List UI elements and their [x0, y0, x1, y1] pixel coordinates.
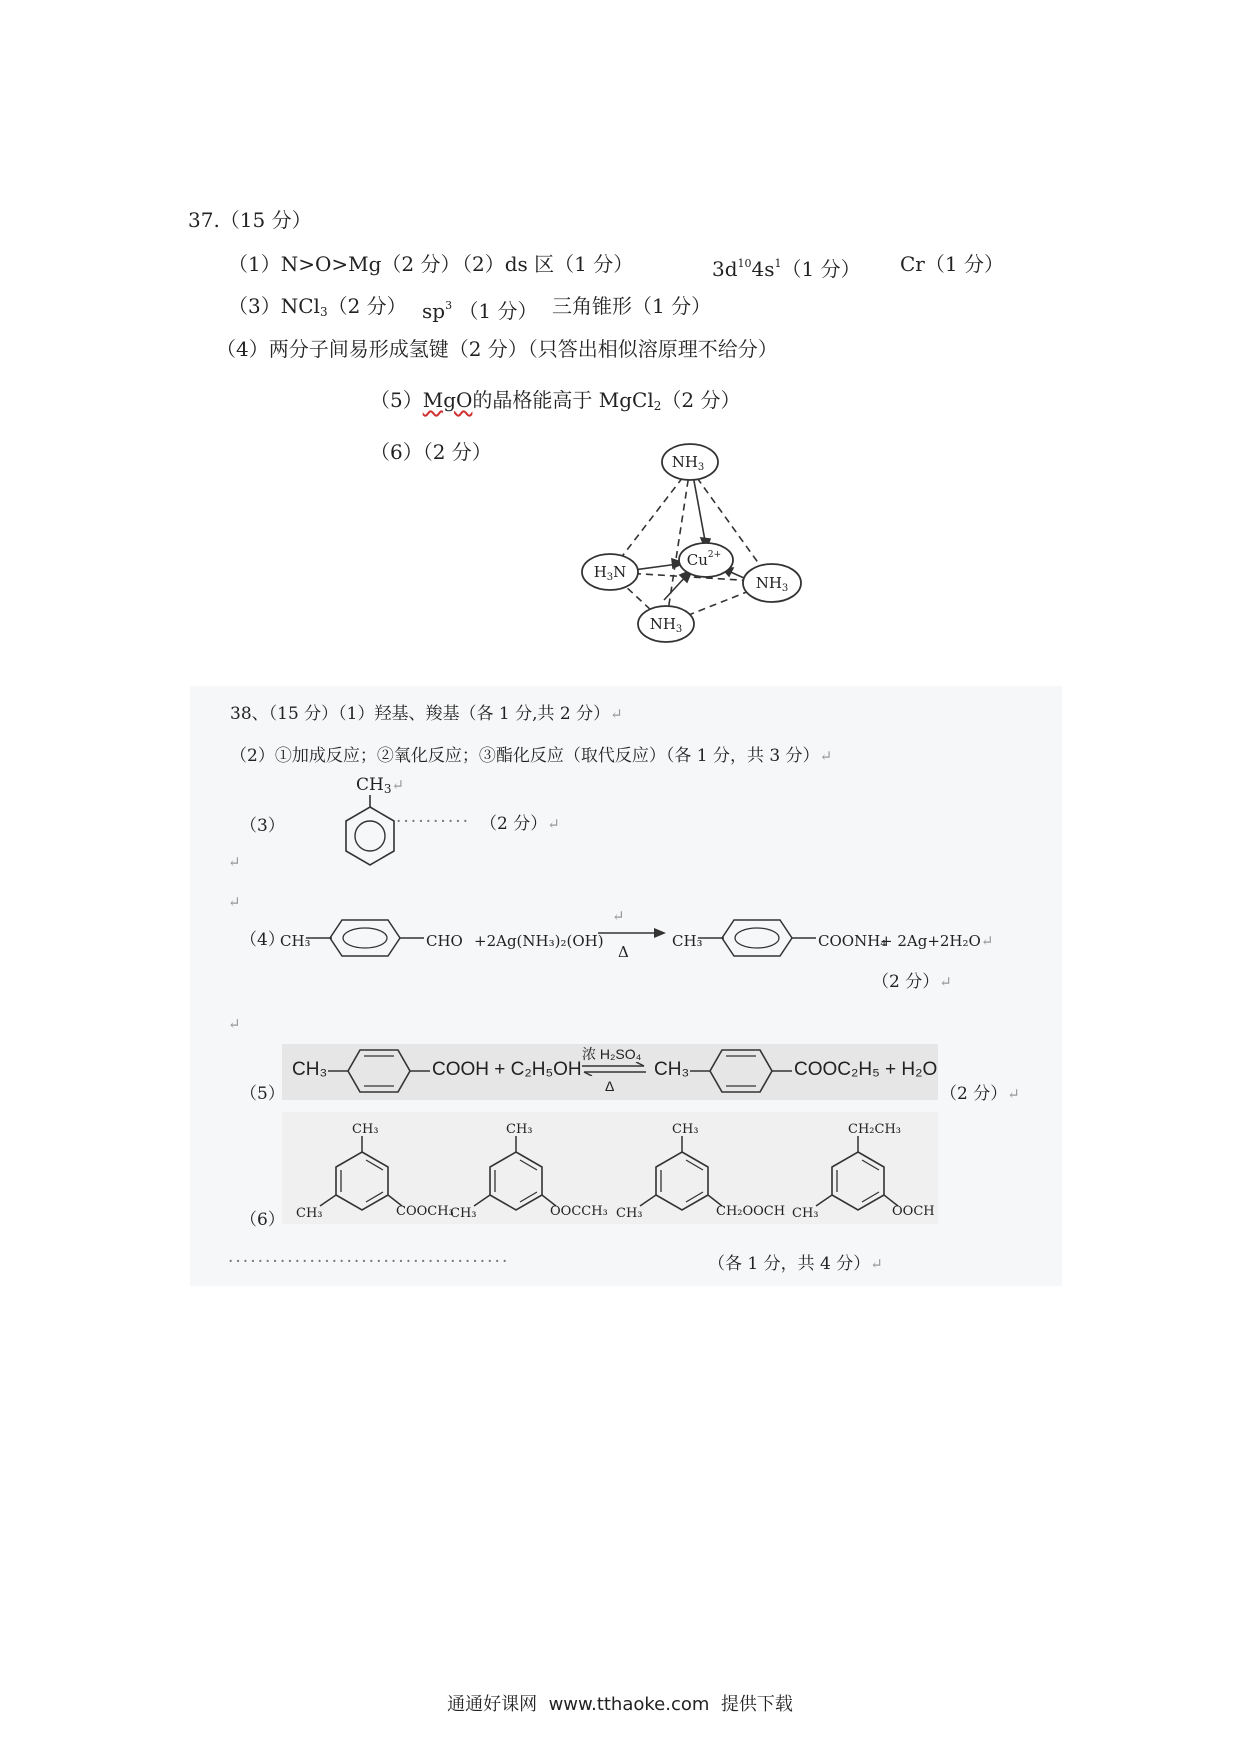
edge-top-bottom: [666, 468, 690, 624]
ligand-right-label: $NH_3$: [755, 574, 789, 594]
q38-line3-dots: ··········: [396, 812, 471, 832]
q37-line1-c: $3d^{10}4s^1(1$ 分）: [712, 257, 861, 281]
q37-line2-a: （3）NCl$_3$（2 分）: [228, 294, 407, 319]
q37-line5: （6）（2 分）: [370, 440, 492, 464]
product-benzene-ring: [696, 918, 818, 958]
ligand-top-label: $NH_3$: [671, 453, 705, 473]
q37-line2-c: 三角锥形（1 分）: [552, 294, 712, 318]
isomer-right-substituent: OOCH: [892, 1204, 935, 1219]
isomer-structure: [296, 1118, 454, 1222]
isomer-right-substituent: CH₂OOCH: [716, 1204, 786, 1219]
q37-title: 37.（15 分）: [188, 208, 312, 232]
q38-line3-score: （2 分）↵: [480, 814, 560, 834]
q37-line3: （4）两分子间易形成氢键（2 分）（只答出相似溶原理不给分）: [216, 337, 778, 361]
toluene-benzene-ring: [340, 795, 400, 875]
tollens-reagent: +2Ag(NH₃)₂(OH): [474, 932, 604, 950]
isomer-structure: [616, 1118, 786, 1222]
footer-site-name: 通通好课网: [447, 1694, 538, 1715]
isomer-structure: [450, 1118, 608, 1222]
q38-line6-score: （各 1 分，共 4 分）↵: [708, 1254, 883, 1274]
ester-product-methyl: CH₃: [654, 1059, 690, 1080]
heat-condition: Δ: [618, 943, 629, 961]
ester-and-water: COOC₂H₅ + H₂O: [794, 1059, 938, 1080]
toluene-methyl-label: $CH_3↵$: [356, 775, 405, 796]
reactant-aldehyde: CHO: [426, 932, 463, 950]
isomer-structure: [792, 1118, 942, 1222]
ester-product-ring: [688, 1046, 794, 1096]
isomer-right-substituent: COOCH₃: [396, 1204, 454, 1219]
ligand-bottom-label: $NH_3$: [649, 615, 683, 635]
product-ammonium-salt: COONH₄: [818, 932, 887, 950]
q37-line4: （5）MgO的晶格能高于 MgCl$_2$（2 分）: [370, 388, 741, 413]
isomer-top-substituent: CH₃: [352, 1122, 379, 1137]
reaction-arrow: [596, 926, 668, 940]
q38-line3-label: （3）: [240, 816, 285, 836]
isomer-left-substituent: CH₃: [616, 1206, 643, 1221]
heat-condition: Δ: [605, 1078, 615, 1094]
q38-line5-score: （2 分）↵: [940, 1084, 1020, 1104]
q37-electron-config: 3d: [712, 257, 738, 281]
q38-line4-label: （4）: [240, 930, 285, 950]
byproducts: + 2Ag+2H₂O↵: [880, 932, 994, 950]
isomer-right-substituent: OOCCH₃: [550, 1204, 608, 1219]
reactant-benzene-ring: [304, 918, 426, 958]
q38-line1: 38、（15 分）（1）羟基、羧基（各 1 分,共 2 分）↵: [230, 704, 623, 724]
q37-line1-a: （1）N>O>Mg（2 分）: [228, 252, 461, 276]
footer-suffix: 提供下载: [720, 1694, 793, 1715]
footer-url[interactable]: www.tthaoke.com: [548, 1694, 710, 1715]
paragraph-mark: ↵: [612, 907, 625, 925]
q38-line6-label: （6）: [240, 1210, 285, 1230]
copper-label: $Cu^{2+}$: [686, 550, 722, 569]
isomer-top-substituent: CH₂CH₃: [848, 1122, 901, 1137]
ester-reactant-ring: [326, 1046, 432, 1096]
isomer-left-substituent: CH₃: [296, 1206, 323, 1221]
q38-line5-label: （5）: [240, 1084, 285, 1104]
isomer-top-substituent: CH₃: [672, 1122, 699, 1137]
paragraph-mark: ↵: [228, 853, 241, 871]
isomer-left-substituent: CH₃: [792, 1206, 819, 1221]
catalyst-label: 浓 H₂SO₄: [582, 1046, 642, 1062]
ester-reactant-methyl: CH₃: [292, 1059, 328, 1080]
page-footer: [0, 1690, 1240, 1716]
copper-ammine-complex-diagram: [560, 440, 820, 660]
q37-line2-b: $sp^3$ （1 分）: [422, 299, 538, 323]
bond-left: [634, 564, 678, 570]
q37-line1-d: Cr（1 分）: [900, 252, 1004, 276]
q38-line2: （2）①加成反应；②氧化反应；③酯化反应（取代反应）（各 1 分，共 3 分）↵: [230, 746, 833, 766]
ligand-left-label: $H_3N$: [593, 563, 627, 583]
product-methyl: CH₃: [672, 932, 703, 950]
acid-plus-ethanol: COOH + C₂H₅OH: [432, 1059, 582, 1080]
isomer-top-substituent: CH₃: [506, 1122, 533, 1137]
q38-line4-score: （2 分）↵: [872, 972, 952, 992]
q37-line1-b: （2）ds 区（1 分）: [452, 252, 634, 276]
reactant-methyl: CH₃: [280, 932, 311, 950]
paragraph-mark: ↵: [228, 1015, 241, 1033]
isomer-left-substituent: CH₃: [450, 1206, 477, 1221]
paragraph-mark: ↵: [228, 893, 241, 911]
q38-line6-dots: ······································: [228, 1252, 510, 1272]
